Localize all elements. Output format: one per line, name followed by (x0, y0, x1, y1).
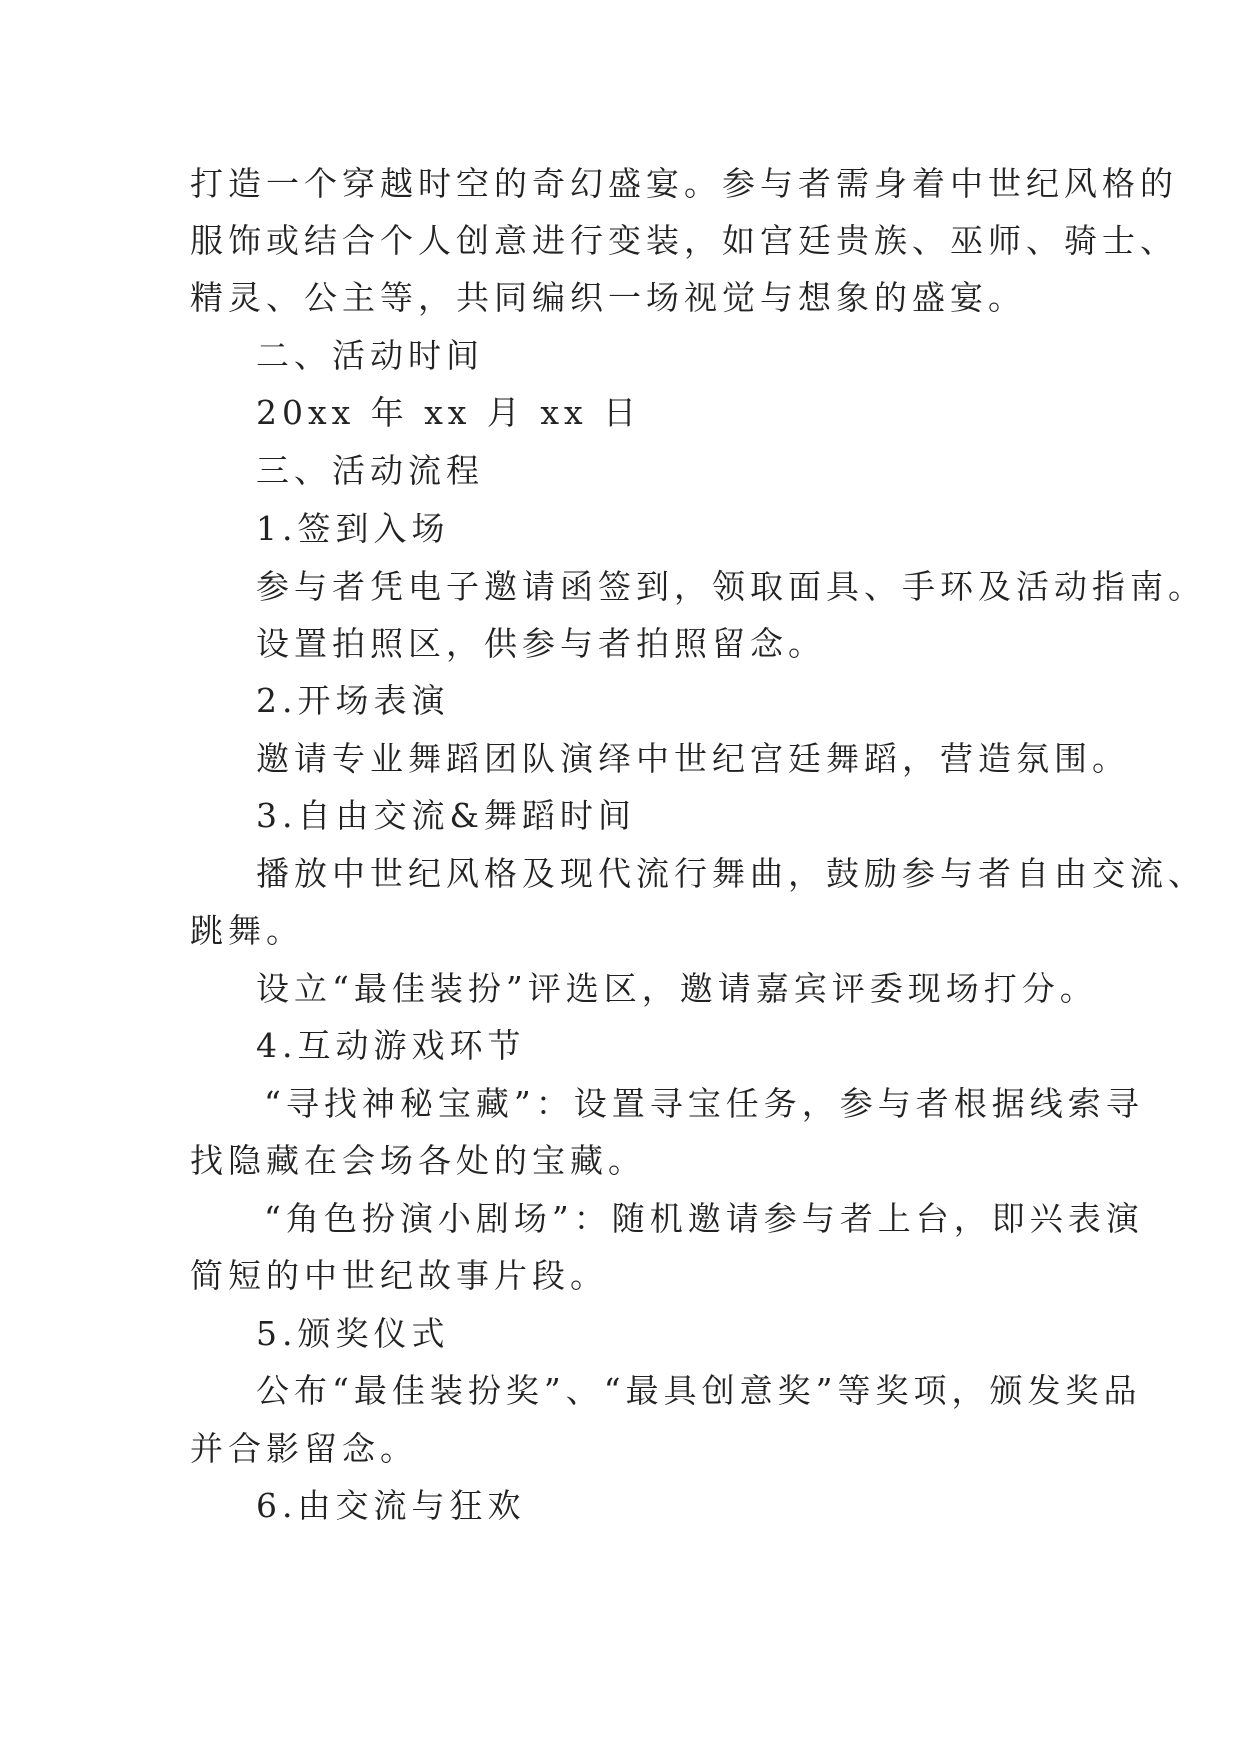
subsection-heading: 4.互动游戏环节 (256, 1026, 526, 1065)
date-line: 20xx 年 xx 月 xx 日 (256, 393, 642, 432)
paragraph-line: 设立“最佳装扮”评选区，邀请嘉宾评委现场打分。 (256, 969, 1098, 1008)
paragraph-line: 设置拍照区，供参与者拍照留念。 (256, 624, 826, 663)
paragraph-line: 简短的中世纪故事片段。 (190, 1256, 608, 1295)
paragraph-line: 公布“最佳装扮奖”、“最具创意奖”等奖项，颁发奖品 (256, 1371, 1142, 1410)
paragraph-line: “寻找神秘宝藏”：设置寻宝任务，参与者根据线索寻 (264, 1084, 1144, 1123)
paragraph-line: 邀请专业舞蹈团队演绎中世纪宫廷舞蹈，营造氛围。 (256, 739, 1130, 778)
paragraph-line: 参与者凭电子邀请函签到，领取面具、手环及活动指南。 (256, 567, 1206, 606)
subsection-heading: 5.颁奖仪式 (256, 1314, 450, 1353)
paragraph-line: 跳舞。 (190, 911, 304, 950)
paragraph-line: 精灵、公主等，共同编织一场视觉与想象的盛宴。 (190, 278, 1026, 317)
subsection-heading: 1.签到入场 (256, 509, 450, 548)
paragraph-line: 找隐藏在会场各处的宝藏。 (190, 1141, 646, 1180)
paragraph-line: 打造一个穿越时空的奇幻盛宴。参与者需身着中世纪风格的 (190, 164, 1178, 203)
paragraph-line: “角色扮演小剧场”：随机邀请参与者上台，即兴表演 (264, 1199, 1144, 1238)
paragraph-line: 服饰或结合个人创意进行变装，如宫廷贵族、巫师、骑士、 (190, 221, 1178, 260)
subsection-heading: 2.开场表演 (256, 681, 450, 720)
paragraph-line: 播放中世纪风格及现代流行舞曲，鼓励参与者自由交流、 (256, 854, 1206, 893)
subsection-heading: 3.自由交流&舞蹈时间 (256, 796, 636, 835)
paragraph-line: 并合影留念。 (190, 1429, 418, 1468)
section-heading: 二、活动时间 (256, 336, 484, 375)
subsection-heading: 6.由交流与狂欢 (256, 1486, 526, 1525)
section-heading: 三、活动流程 (256, 451, 484, 490)
